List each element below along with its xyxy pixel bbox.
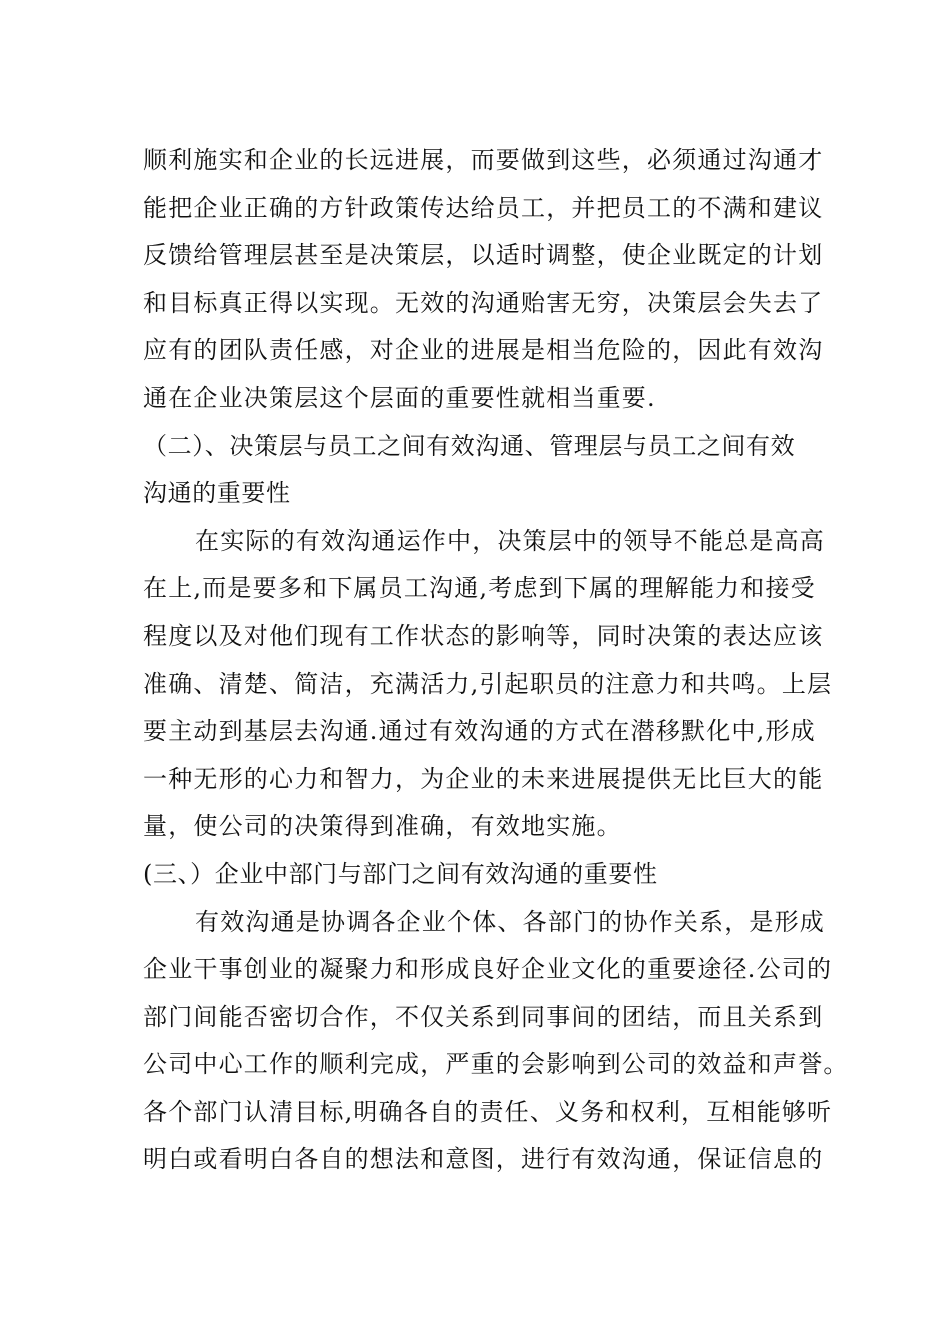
body-line: 通在企业决策层这个层面的重要性就相当重要. bbox=[143, 383, 656, 412]
body-line: 量，使公司的决策得到准确，有效地实施。 bbox=[143, 812, 622, 841]
body-line: 各个部门认清目标,明确各自的责任、义务和权利，互相能够听 bbox=[143, 1097, 833, 1126]
body-line: 能把企业正确的方针政策传达给员工，并把员工的不满和建议 bbox=[143, 193, 824, 222]
body-line: 在上,而是要多和下属员工沟通,考虑到下属的理解能力和接受 bbox=[143, 574, 816, 603]
body-line: 和目标真正得以实现。无效的沟通贻害无穷，决策层会失去了 bbox=[143, 288, 824, 317]
body-line: 部门间能否密切合作，不仅关系到同事间的团结，而且关系到 bbox=[143, 1002, 824, 1031]
body-line: 程度以及对他们现有工作状态的影响等，同时决策的表达应该 bbox=[143, 621, 824, 650]
body-line: 要主动到基层去沟通.通过有效沟通的方式在潜移默化中,形成 bbox=[143, 717, 816, 746]
section-heading-3: (三、）企业中部门与部门之间有效沟通的重要性 bbox=[143, 859, 658, 888]
body-line: 反馈给管理层甚至是决策层，以适时调整，使企业既定的计划 bbox=[143, 241, 824, 270]
body-line: 明白或看明白各自的想法和意图，进行有效沟通，保证信息的 bbox=[143, 1145, 824, 1174]
body-line: 公司中心工作的顺利完成，严重的会影响到公司的效益和声誉。 bbox=[143, 1050, 849, 1079]
paragraph-start: 在实际的有效沟通运作中，决策层中的领导不能总是高高 bbox=[195, 526, 825, 555]
body-line: 顺利施实和企业的长远进展，而要做到这些，必须通过沟通才 bbox=[143, 146, 824, 174]
section-heading-2-cont: 沟通的重要性 bbox=[143, 479, 291, 508]
body-line: 准确、清楚、简洁，充满活力,引起职员的注意力和共鸣。上层 bbox=[143, 669, 833, 698]
body-line: 企业干事创业的凝聚力和形成良好企业文化的重要途径.公司的 bbox=[143, 955, 833, 984]
section-heading-2: （二）、决策层与员工之间有效沟通、管理层与员工之间有效 bbox=[143, 431, 796, 460]
body-line: 一种无形的心力和智力，为企业的未来进展提供无比巨大的能 bbox=[143, 764, 824, 793]
body-line: 应有的团队责任感，对企业的进展是相当危险的，因此有效沟 bbox=[143, 336, 824, 365]
paragraph-start: 有效沟通是协调各企业个体、各部门的协作关系，是形成 bbox=[195, 907, 825, 936]
document-body bbox=[143, 137, 849, 1184]
